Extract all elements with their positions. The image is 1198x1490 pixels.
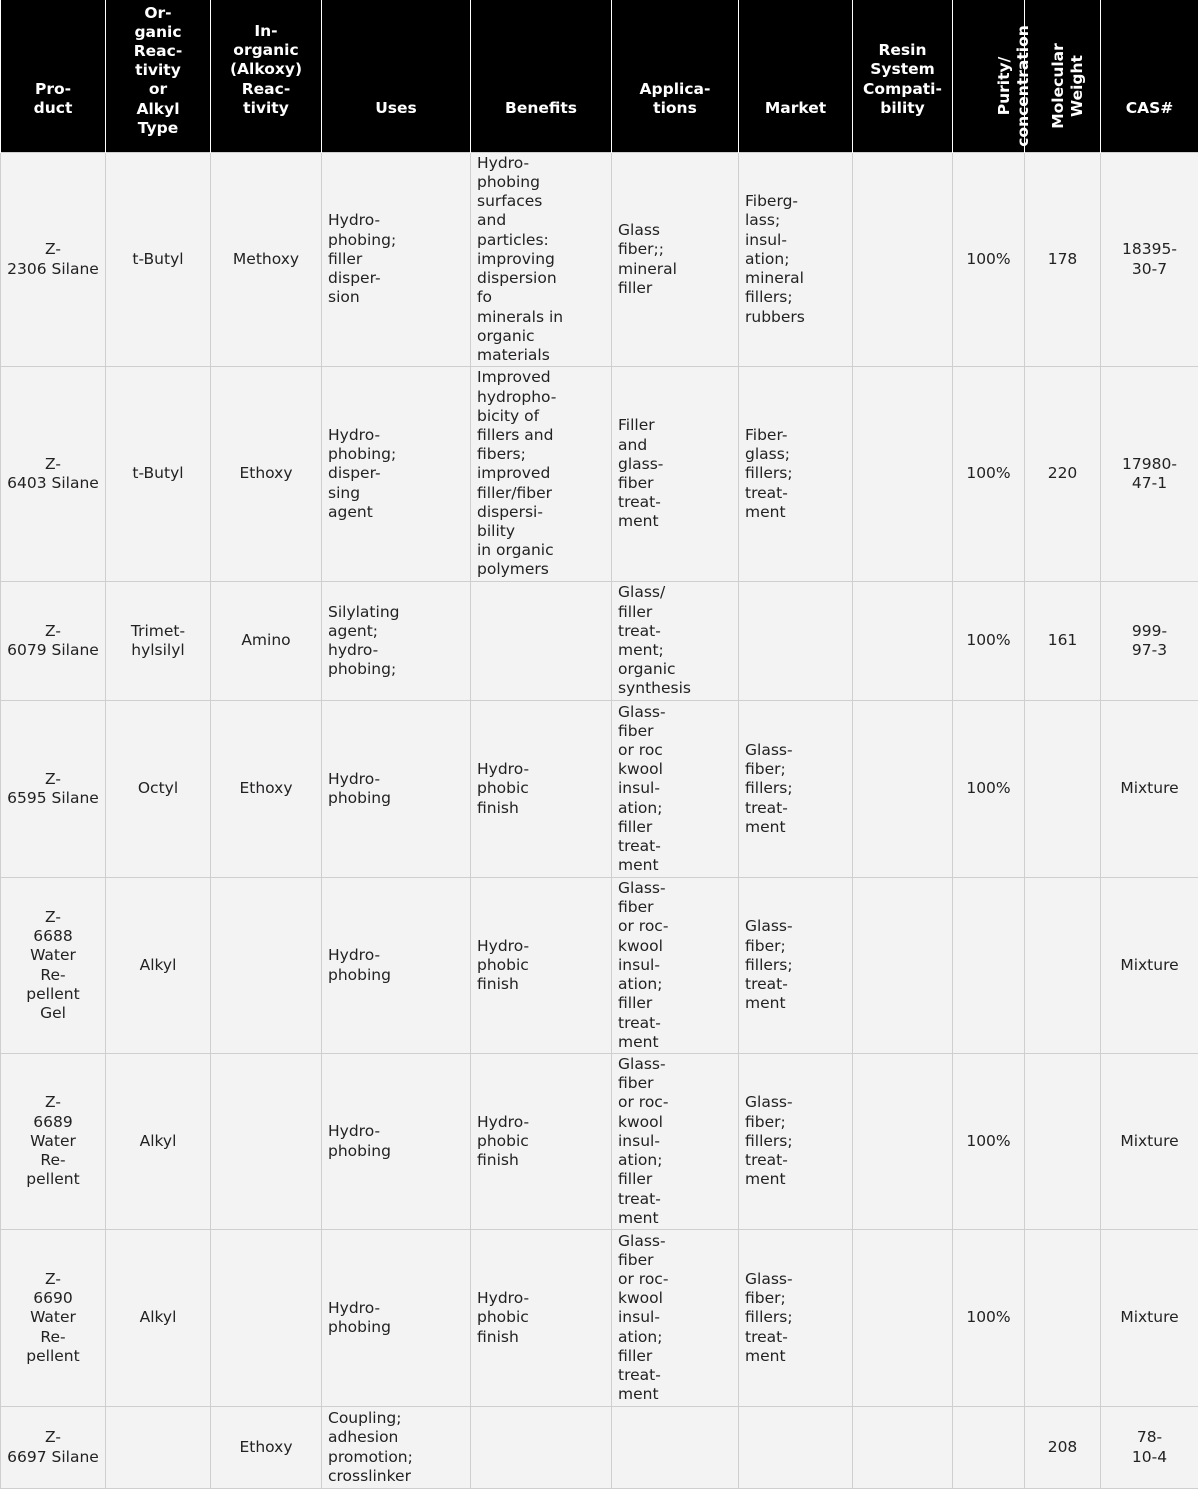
cell-resin-compatibility [853, 367, 953, 582]
cell-inorganic-reactivity: Amino [211, 582, 322, 701]
header-organic-reactivity: Or- ganic Reac- tivity or Alkyl Type [106, 0, 211, 153]
cell-molecular-weight [1025, 1230, 1101, 1407]
cell-resin-compatibility [853, 701, 953, 878]
header-applications: Applica- tions [612, 0, 739, 153]
cell-benefits: Hydro- phobic finish [471, 878, 612, 1054]
cell-organic-reactivity: Alkyl [106, 1054, 211, 1230]
cell-cas: Mixture [1101, 1230, 1198, 1407]
header-uses: Uses [322, 0, 471, 153]
cell-resin-compatibility [853, 153, 953, 367]
cell-inorganic-reactivity: Ethoxy [211, 367, 322, 582]
table-row [1, 582, 1198, 701]
cell-molecular-weight: 161 [1025, 582, 1101, 701]
cell-benefits: Hydro- phobing surfaces and particles: improving dispersion fo minerals in organic materials [471, 153, 612, 367]
table-row [1, 701, 1198, 878]
cell-uses: Silylating agent; hydro- phobing; [322, 582, 471, 701]
cell-applications: Glass- fiber or roc kwool insul- ation; filler treat- ment [612, 701, 739, 878]
cell-product: Z- 6079 Silane [1, 582, 106, 701]
cell-applications: Filler and glass- fiber treat- ment [612, 367, 739, 582]
cell-product: Z- 6689 Water Re- pellent [1, 1054, 106, 1230]
cell-organic-reactivity [106, 1407, 211, 1489]
header-row [1, 0, 1198, 153]
cell-purity: 100% [953, 701, 1025, 878]
cell-inorganic-reactivity [211, 878, 322, 1054]
cell-benefits: Hydro- phobic finish [471, 1054, 612, 1230]
cell-inorganic-reactivity [211, 1054, 322, 1230]
cell-cas: Mixture [1101, 701, 1198, 878]
cell-market: Fiberg- lass; insul- ation; mineral fillers; rubbers [739, 153, 853, 367]
cell-organic-reactivity: Alkyl [106, 1230, 211, 1407]
cell-product: Z- 6697 Silane [1, 1407, 106, 1489]
cell-applications: Glass- fiber or roc- kwool insul- ation; filler treat- ment [612, 878, 739, 1054]
cell-molecular-weight [1025, 701, 1101, 878]
cell-product: Z- 2306 Silane [1, 153, 106, 367]
cell-cas: Mixture [1101, 878, 1198, 1054]
cell-organic-reactivity: Alkyl [106, 878, 211, 1054]
header-purity-label: Purity/ concentration [994, 24, 1032, 147]
cell-purity [953, 878, 1025, 1054]
cell-uses: Hydro- phobing [322, 1230, 471, 1407]
cell-product: Z- 6688 Water Re- pellent Gel [1, 878, 106, 1054]
cell-uses: Coupling; adhesion promotion; crosslinker [322, 1407, 471, 1489]
cell-organic-reactivity: Trimet- hylsilyl [106, 582, 211, 701]
cell-uses: Hydro- phobing [322, 878, 471, 1054]
header-resin-compatibility: Resin System Compati- bility [853, 0, 953, 153]
cell-applications: Glass- fiber or roc- kwool insul- ation; filler treat- ment [612, 1230, 739, 1407]
cell-product: Z- 6595 Silane [1, 701, 106, 878]
header-product: Pro- duct [1, 0, 106, 153]
cell-applications: Glass/ filler treat- ment; organic synthesis [612, 582, 739, 701]
cell-market [739, 1407, 853, 1489]
table-row [1, 878, 1198, 1054]
cell-uses: Hydro- phobing [322, 1054, 471, 1230]
cell-resin-compatibility [853, 1054, 953, 1230]
cell-inorganic-reactivity [211, 1230, 322, 1407]
cell-organic-reactivity: Octyl [106, 701, 211, 878]
cell-benefits: Improved hydropho- bicity of fillers and fibers; improved filler/fiber dispersi- bility in organic polymers [471, 367, 612, 582]
cell-molecular-weight: 208 [1025, 1407, 1101, 1489]
cell-molecular-weight: 220 [1025, 367, 1101, 582]
header-benefits: Benefits [471, 0, 612, 153]
cell-market [739, 582, 853, 701]
table-row [1, 367, 1198, 582]
header-purity [953, 0, 1032, 153]
cell-resin-compatibility [853, 1230, 953, 1407]
cell-purity: 100% [953, 1054, 1025, 1230]
cell-uses: Hydro- phobing [322, 701, 471, 878]
cell-purity: 100% [953, 582, 1025, 701]
cell-uses: Hydro- phobing; filler disper- sion [322, 153, 471, 367]
cell-benefits [471, 1407, 612, 1489]
table-row [1, 1054, 1198, 1230]
cell-applications: Glass fiber;; mineral filler [612, 153, 739, 367]
cell-resin-compatibility [853, 582, 953, 701]
cell-resin-compatibility [853, 1407, 953, 1489]
header-molecular-weight-label: Molecular Weight [1048, 42, 1086, 129]
table-row [1, 153, 1198, 367]
cell-applications [612, 1407, 739, 1489]
cell-purity: 100% [953, 367, 1025, 582]
cell-cas: Mixture [1101, 1054, 1198, 1230]
cell-purity [953, 1407, 1025, 1489]
header-market: Market [739, 0, 853, 153]
cell-inorganic-reactivity: Ethoxy [211, 701, 322, 878]
cell-organic-reactivity: t-Butyl [106, 153, 211, 367]
cell-applications: Glass- fiber or roc- kwool insul- ation; filler treat- ment [612, 1054, 739, 1230]
table-row [1, 1407, 1198, 1489]
cell-molecular-weight [1025, 1054, 1101, 1230]
header-inorganic-reactivity: In- organic (Alkoxy) Reac- tivity [211, 0, 322, 153]
cell-molecular-weight: 178 [1025, 153, 1101, 367]
cell-benefits: Hydro- phobic finish [471, 701, 612, 878]
header-cas: CAS# [1101, 0, 1198, 153]
cell-market: Glass- fiber; fillers; treat- ment [739, 1230, 853, 1407]
cell-market: Glass- fiber; fillers; treat- ment [739, 878, 853, 1054]
cell-inorganic-reactivity: Ethoxy [211, 1407, 322, 1489]
header-molecular-weight [1025, 0, 1101, 153]
cell-molecular-weight [1025, 878, 1101, 1054]
cell-cas: 999- 97-3 [1101, 582, 1198, 701]
cell-benefits: Hydro- phobic finish [471, 1230, 612, 1407]
cell-market: Glass- fiber; fillers; treat- ment [739, 701, 853, 878]
cell-resin-compatibility [853, 878, 953, 1054]
cell-uses: Hydro- phobing; disper- sing agent [322, 367, 471, 582]
table-body [1, 153, 1198, 1489]
cell-cas: 17980- 47-1 [1101, 367, 1198, 582]
cell-cas: 18395- 30-7 [1101, 153, 1198, 367]
cell-market: Fiber- glass; fillers; treat- ment [739, 367, 853, 582]
cell-organic-reactivity: t-Butyl [106, 367, 211, 582]
cell-product: Z- 6403 Silane [1, 367, 106, 582]
cell-cas: 78- 10-4 [1101, 1407, 1198, 1489]
cell-purity: 100% [953, 153, 1025, 367]
cell-benefits [471, 582, 612, 701]
cell-purity: 100% [953, 1230, 1025, 1407]
cell-inorganic-reactivity: Methoxy [211, 153, 322, 367]
table-row [1, 1230, 1198, 1407]
cell-market: Glass- fiber; fillers; treat- ment [739, 1054, 853, 1230]
cell-product: Z- 6690 Water Re- pellent [1, 1230, 106, 1407]
